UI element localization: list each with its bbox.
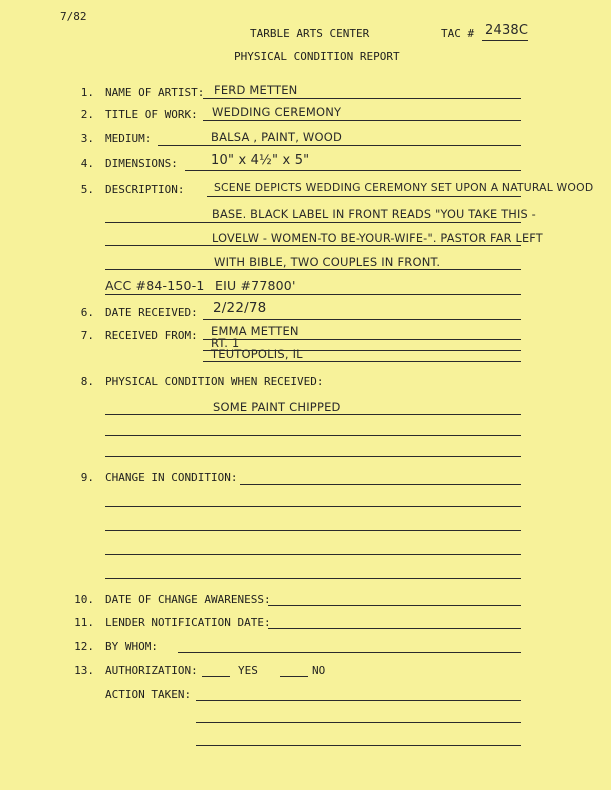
medium-line	[158, 145, 521, 146]
artist-line	[203, 98, 521, 99]
field-11-number: 11.	[74, 616, 94, 629]
dimensions-value: 10" x 4½" x 5"	[211, 153, 310, 168]
accession-number: ACC #84-150-1	[105, 278, 205, 293]
description-line-3: LOVELW - WOMEN-TO BE-YOUR-WIFE-". PASTOR FAR LEFT	[212, 232, 543, 245]
field-9-number: 9.	[80, 471, 94, 484]
title-label: TITLE OF WORK:	[105, 108, 198, 121]
change-awareness-label: DATE OF CHANGE AWARENESS:	[105, 593, 271, 606]
field-5-number: 5.	[80, 183, 94, 196]
received-from-line-2: RT. 1	[211, 336, 240, 350]
authorization-label: AUTHORIZATION:	[105, 664, 198, 677]
eiu-number: EIU #77800'	[215, 278, 296, 293]
title-line	[203, 120, 521, 121]
received-from-underline-3	[203, 361, 521, 362]
change-line-2	[105, 506, 521, 507]
title-value: WEDDING CEREMONY	[212, 105, 342, 119]
dimensions-line	[185, 170, 521, 171]
field-13-number: 13.	[74, 664, 94, 677]
date-received-label: DATE RECEIVED:	[105, 306, 198, 319]
physical-condition-label: PHYSICAL CONDITION WHEN RECEIVED:	[105, 375, 324, 388]
change-line-1	[240, 484, 521, 485]
medium-value: BALSA , PAINT, WOOD	[211, 130, 343, 144]
authorization-yes-label: YES	[238, 664, 258, 677]
field-1-number: 1.	[80, 86, 94, 99]
by-whom-label: BY WHOM:	[105, 640, 158, 653]
description-underline-2	[105, 222, 521, 223]
action-line-1	[196, 700, 521, 701]
lender-notification-line	[268, 628, 521, 629]
tac-underline	[482, 40, 528, 41]
form-date: 7/82	[60, 10, 87, 23]
org-name: TARBLE ARTS CENTER	[250, 27, 370, 40]
change-line-4	[105, 554, 521, 555]
field-6-number: 6.	[80, 306, 94, 319]
change-line-3	[105, 530, 521, 531]
field-12-number: 12.	[74, 640, 94, 653]
lender-notification-label: LENDER NOTIFICATION DATE:	[105, 616, 271, 629]
field-4-number: 4.	[80, 157, 94, 170]
description-underline-3	[105, 245, 521, 246]
field-3-number: 3.	[80, 132, 94, 145]
description-line-2: BASE. BLACK LABEL IN FRONT READS "YOU TAKE THIS -	[212, 208, 536, 221]
physical-condition-line-2	[105, 435, 521, 436]
description-label: DESCRIPTION:	[105, 183, 185, 196]
date-received-line	[203, 319, 521, 320]
field-10-number: 10.	[74, 593, 94, 606]
tac-number: 2438C	[485, 23, 529, 38]
change-awareness-line	[268, 605, 521, 606]
date-received-value: 2/22/78	[213, 300, 267, 316]
field-8-number: 8.	[80, 375, 94, 388]
authorization-yes-blank	[202, 676, 230, 677]
received-from-line-1: EMMA METTEN	[211, 324, 299, 338]
tac-label: TAC #	[441, 27, 475, 40]
field-2-number: 2.	[80, 108, 94, 121]
description-line-4: WITH BIBLE, TWO COUPLES IN FRONT.	[214, 255, 441, 269]
description-underline-5	[105, 294, 521, 295]
action-taken-label: ACTION TAKEN:	[105, 688, 192, 701]
field-7-number: 7.	[80, 329, 94, 342]
received-from-label: RECEIVED FROM:	[105, 329, 198, 342]
description-underline-4	[105, 269, 521, 270]
change-line-5	[105, 578, 521, 579]
action-line-2	[196, 722, 521, 723]
physical-condition-line-1	[105, 414, 521, 415]
physical-condition-value: SOME PAINT CHIPPED	[213, 400, 341, 414]
description-line-1: SCENE DEPICTS WEDDING CEREMONY SET UPON A NATURAL WOOD	[214, 181, 594, 194]
received-from-line-3: TEUTOPOLIS, IL	[211, 347, 303, 361]
authorization-no-blank	[280, 676, 308, 677]
action-line-3	[196, 745, 521, 746]
change-in-condition-label: CHANGE IN CONDITION:	[105, 471, 238, 484]
artist-value: FERD METTEN	[214, 83, 298, 97]
report-title: PHYSICAL CONDITION REPORT	[234, 50, 400, 63]
description-underline-1	[207, 196, 521, 197]
medium-label: MEDIUM:	[105, 132, 152, 145]
physical-condition-line-3	[105, 456, 521, 457]
received-from-underline-1	[203, 339, 521, 340]
by-whom-line	[178, 652, 521, 653]
dimensions-label: DIMENSIONS:	[105, 157, 178, 170]
authorization-no-label: NO	[312, 664, 326, 677]
artist-label: NAME OF ARTIST:	[105, 86, 205, 99]
